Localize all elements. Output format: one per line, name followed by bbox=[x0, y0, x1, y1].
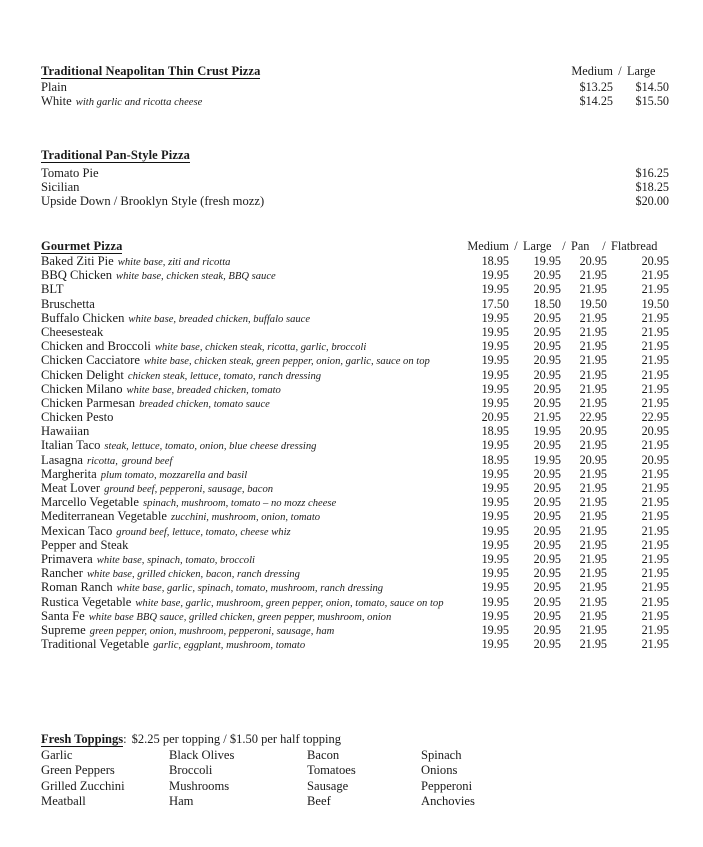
item-price-flatbread: 20.95 bbox=[641, 254, 669, 268]
topping-item: Garlic bbox=[41, 748, 73, 762]
item-name: Lasagna bbox=[41, 452, 83, 467]
item-name: Rancher bbox=[41, 566, 83, 581]
item-price-pan: 21.95 bbox=[579, 438, 607, 453]
menu-item-row bbox=[41, 453, 669, 467]
item-price-pan: 21.95 bbox=[579, 551, 607, 566]
item-price-flatbread: 21.95 bbox=[641, 324, 669, 339]
item-description: white base, breaded chicken, buffalo sauce bbox=[128, 313, 311, 325]
topping-item: Spinach bbox=[421, 748, 462, 762]
item-price-flatbread: 20.95 bbox=[641, 424, 669, 439]
item-price-pan: 21.95 bbox=[579, 481, 607, 495]
item-price-pan: 21.95 bbox=[579, 381, 607, 396]
item-price-flatbread: 21.95 bbox=[641, 353, 669, 368]
item-price-medium: 19.95 bbox=[481, 381, 509, 396]
item-price-pan: 21.95 bbox=[579, 495, 607, 510]
item-price-medium: 19.95 bbox=[481, 481, 509, 495]
item-price-large: 20.95 bbox=[533, 438, 561, 453]
menu-item-row bbox=[41, 566, 669, 580]
item-price-medium: 19.95 bbox=[481, 310, 509, 325]
item-price-large: 20.95 bbox=[533, 324, 561, 339]
item-name: Rustica Vegetable bbox=[41, 594, 132, 609]
item-price-medium: 19.95 bbox=[481, 608, 509, 623]
item-name: Italian Taco bbox=[41, 438, 101, 453]
item-price-medium: 18.95 bbox=[481, 452, 509, 467]
section-title-thin-crust: Traditional Neapolitan Thin Crust Pizza bbox=[41, 64, 261, 78]
item-price-large: 21.95 bbox=[533, 410, 561, 425]
item-name: BLT bbox=[41, 282, 64, 297]
menu-item-row bbox=[41, 166, 669, 180]
item-price-flatbread: 21.95 bbox=[641, 566, 669, 581]
item-price-pan: 21.95 bbox=[579, 580, 607, 595]
topping-item: Onions bbox=[421, 763, 458, 778]
item-name: White bbox=[41, 94, 72, 109]
item-price-medium: 18.95 bbox=[481, 424, 509, 439]
item-name: Chicken Parmesan bbox=[41, 395, 136, 410]
item-price-pan: 21.95 bbox=[579, 608, 607, 623]
item-price-medium: 20.95 bbox=[481, 410, 509, 425]
item-price-large: 20.95 bbox=[533, 523, 561, 538]
toppings-heading bbox=[41, 732, 669, 747]
item-price-flatbread: 21.95 bbox=[641, 495, 669, 510]
item-price-large: 20.95 bbox=[533, 466, 561, 481]
item-description: green pepper, onion, mushroom, pepperoni, sausage, ham bbox=[89, 625, 335, 637]
topping-item: Meatball bbox=[41, 793, 86, 808]
item-price-medium: 19.95 bbox=[481, 367, 509, 382]
item-price-flatbread: 21.95 bbox=[641, 381, 669, 396]
item-price-medium: 19.95 bbox=[481, 523, 509, 538]
item-price-medium: $14.25 bbox=[579, 94, 613, 109]
item-description: white base, breaded chicken, tomato bbox=[126, 384, 281, 396]
menu-item-row bbox=[41, 339, 669, 353]
item-price-large: $15.50 bbox=[635, 94, 669, 109]
item-name: Plain bbox=[41, 80, 67, 94]
menu-item-row bbox=[41, 552, 669, 566]
menu-item-row bbox=[41, 297, 669, 311]
menu-item-row bbox=[41, 438, 669, 452]
gourmet-item-list bbox=[41, 254, 669, 651]
item-name: Traditional Vegetable bbox=[41, 637, 150, 652]
item-description: white base, chicken steak, BBQ sauce bbox=[116, 271, 276, 283]
item-price: $20.00 bbox=[635, 194, 669, 209]
item-name: Pepper and Steak bbox=[41, 537, 129, 552]
item-price-pan: 21.95 bbox=[579, 466, 607, 481]
item-price-large: 20.95 bbox=[533, 622, 561, 637]
item-price-pan: 19.50 bbox=[579, 296, 607, 311]
column-header-medium: Medium bbox=[467, 239, 509, 253]
topping-item: Beef bbox=[307, 793, 331, 808]
item-price-large: 20.95 bbox=[533, 310, 561, 325]
item-price-large: 20.95 bbox=[533, 481, 561, 495]
item-price-medium: 19.95 bbox=[481, 509, 509, 524]
item-description: white base, chicken steak, ricotta, garlic, broccoli bbox=[154, 342, 367, 354]
item-price-pan: 21.95 bbox=[579, 566, 607, 581]
item-price-pan: 21.95 bbox=[579, 395, 607, 410]
item-price-pan: 21.95 bbox=[579, 509, 607, 524]
item-name: Hawaiian bbox=[41, 424, 90, 439]
item-price-large: 20.95 bbox=[533, 580, 561, 595]
item-name: BBQ Chicken bbox=[41, 268, 113, 283]
item-name: Baked Ziti Pie bbox=[41, 254, 114, 268]
item-price-pan: 20.95 bbox=[579, 452, 607, 467]
item-price-medium: 19.95 bbox=[481, 594, 509, 609]
item-price-medium: 19.95 bbox=[481, 537, 509, 552]
item-name: Tomato Pie bbox=[41, 166, 99, 180]
item-price-medium: 18.95 bbox=[481, 254, 509, 268]
item-price-flatbread: 19.50 bbox=[641, 296, 669, 311]
item-price-medium: 19.95 bbox=[481, 566, 509, 581]
item-price-large: 20.95 bbox=[533, 282, 561, 297]
item-price-flatbread: 21.95 bbox=[641, 637, 669, 652]
topping-item: Anchovies bbox=[421, 793, 475, 808]
toppings-label: Fresh Toppings bbox=[41, 732, 124, 746]
item-price-large: 20.95 bbox=[533, 637, 561, 652]
menu-item-row bbox=[41, 595, 669, 609]
topping-item: Black Olives bbox=[169, 748, 235, 762]
topping-item: Sausage bbox=[307, 778, 349, 793]
item-name: Roman Ranch bbox=[41, 580, 113, 595]
item-price-flatbread: 21.95 bbox=[641, 509, 669, 524]
item-price-medium: 19.95 bbox=[481, 580, 509, 595]
item-price-flatbread: 21.95 bbox=[641, 594, 669, 609]
menu-item-row bbox=[41, 382, 669, 396]
item-name: Buffalo Chicken bbox=[41, 310, 125, 325]
column-separator: / bbox=[562, 239, 566, 253]
item-price-pan: 21.95 bbox=[579, 637, 607, 652]
item-price-flatbread: 21.95 bbox=[641, 339, 669, 354]
item-price-flatbread: 21.95 bbox=[641, 608, 669, 623]
menu-item-row bbox=[41, 254, 669, 268]
item-description: white base, ziti and ricotta bbox=[117, 257, 231, 268]
section-gourmet bbox=[41, 239, 669, 651]
item-description: ground beef, pepperoni, sausage, bacon bbox=[104, 484, 274, 495]
item-name: Upside Down / Brooklyn Style (fresh mozz) bbox=[41, 194, 265, 209]
menu-item-row bbox=[41, 467, 669, 481]
item-price-medium: 19.95 bbox=[481, 466, 509, 481]
item-name: Chicken Delight bbox=[41, 367, 124, 382]
item-name: Marcello Vegetable bbox=[41, 495, 140, 510]
item-price-pan: 21.95 bbox=[579, 367, 607, 382]
section-pan-style bbox=[41, 146, 669, 209]
section-title-gourmet: Gourmet Pizza bbox=[41, 239, 123, 253]
menu-item-row bbox=[41, 325, 669, 339]
item-price-large: 20.95 bbox=[533, 268, 561, 283]
menu-item-row bbox=[41, 538, 669, 552]
menu-item-row bbox=[41, 424, 669, 438]
item-price-flatbread: 21.95 bbox=[641, 438, 669, 453]
menu-item-row bbox=[41, 495, 669, 509]
item-price-medium: 19.95 bbox=[481, 353, 509, 368]
item-price-pan: 21.95 bbox=[579, 324, 607, 339]
item-price-large: $14.50 bbox=[635, 80, 669, 94]
item-price-large: 19.95 bbox=[533, 452, 561, 467]
column-separator: / bbox=[618, 64, 622, 78]
item-price-flatbread: 21.95 bbox=[641, 551, 669, 566]
menu-item-row bbox=[41, 180, 669, 194]
item-price-medium: 19.95 bbox=[481, 495, 509, 510]
topping-item: Broccoli bbox=[169, 763, 213, 778]
topping-item: Tomatoes bbox=[307, 763, 356, 778]
toppings-grid bbox=[41, 748, 669, 809]
item-price-medium: 19.95 bbox=[481, 268, 509, 283]
item-description: white base, grilled chicken, bacon, ranch dressing bbox=[86, 569, 300, 581]
item-description: chicken steak, lettuce, tomato, ranch dressing bbox=[127, 370, 322, 382]
item-price-flatbread: 22.95 bbox=[641, 410, 669, 425]
menu-item-row bbox=[41, 194, 669, 208]
item-name: Mediterranean Vegetable bbox=[41, 509, 167, 524]
item-price-pan: 20.95 bbox=[579, 424, 607, 439]
item-price-flatbread: 21.95 bbox=[641, 310, 669, 325]
item-description: plum tomato, mozzarella and basil bbox=[100, 469, 248, 481]
toppings-price-note: $2.25 per topping / $1.50 per half topping bbox=[131, 732, 341, 746]
item-price-large: 20.95 bbox=[533, 353, 561, 368]
item-description: ricotta, bbox=[86, 455, 118, 467]
menu-item-row bbox=[41, 311, 669, 325]
item-name: Cheesesteak bbox=[41, 324, 104, 339]
item-description: with garlic and ricotta cheese bbox=[75, 97, 203, 109]
menu-item-row bbox=[41, 353, 669, 367]
menu-item-row bbox=[41, 580, 669, 594]
item-price-flatbread: 20.95 bbox=[641, 452, 669, 467]
topping-item: Bacon bbox=[307, 748, 340, 762]
item-price-flatbread: 21.95 bbox=[641, 282, 669, 297]
item-price-pan: 21.95 bbox=[579, 537, 607, 552]
item-price-flatbread: 21.95 bbox=[641, 268, 669, 283]
item-price-large: 20.95 bbox=[533, 594, 561, 609]
topping-item: Green Peppers bbox=[41, 763, 115, 778]
item-price-large: 20.95 bbox=[533, 608, 561, 623]
item-price-medium: 19.95 bbox=[481, 282, 509, 297]
item-price-large: 20.95 bbox=[533, 551, 561, 566]
menu-item-row bbox=[41, 623, 669, 637]
item-price-large: 20.95 bbox=[533, 537, 561, 552]
column-header-flatbread: Flatbread bbox=[611, 239, 658, 253]
item-price-large: 19.95 bbox=[533, 254, 561, 268]
item-description-plain: ground beef bbox=[121, 455, 173, 467]
item-price-flatbread: 21.95 bbox=[641, 395, 669, 410]
item-price-large: 20.95 bbox=[533, 395, 561, 410]
item-price-pan: 21.95 bbox=[579, 353, 607, 368]
item-description: steak, lettuce, tomato, onion, blue cheese dressing bbox=[104, 441, 317, 453]
section-title-pan-style: Traditional Pan-Style Pizza bbox=[41, 148, 190, 162]
item-description: white base, garlic, spinach, tomato, mushroom, ranch dressing bbox=[116, 583, 384, 595]
item-description: white base BBQ sauce, grilled chicken, green pepper, mushroom, onion bbox=[88, 611, 392, 623]
item-price-pan: 22.95 bbox=[579, 410, 607, 425]
item-price-pan: 21.95 bbox=[579, 268, 607, 283]
item-description: spinach, mushroom, tomato – no mozz cheese bbox=[143, 498, 337, 510]
item-price-medium: 19.95 bbox=[481, 438, 509, 453]
item-price-pan: 21.95 bbox=[579, 339, 607, 354]
column-header-large: Large bbox=[523, 239, 552, 253]
menu-item-row bbox=[41, 524, 669, 538]
section-fresh-toppings bbox=[41, 732, 669, 809]
column-header-medium: Medium bbox=[571, 64, 613, 78]
item-price-pan: 21.95 bbox=[579, 523, 607, 538]
item-description: zucchini, mushroom, onion, tomato bbox=[171, 512, 321, 524]
item-price-flatbread: 21.95 bbox=[641, 523, 669, 538]
item-name: Chicken Pesto bbox=[41, 410, 114, 425]
item-description: white base, spinach, tomato, broccoli bbox=[96, 554, 255, 566]
menu-item-row bbox=[41, 268, 669, 282]
menu-item-row bbox=[41, 481, 669, 495]
item-name: Margherita bbox=[41, 466, 97, 481]
item-description: breaded chicken, tomato sauce bbox=[139, 398, 270, 410]
column-header-large: Large bbox=[627, 64, 656, 78]
item-name: Chicken and Broccoli bbox=[41, 339, 151, 354]
item-price-medium: 19.95 bbox=[481, 324, 509, 339]
item-price-large: 20.95 bbox=[533, 339, 561, 354]
item-name: Santa Fe bbox=[41, 608, 85, 623]
item-price: $16.25 bbox=[635, 166, 669, 180]
item-price-flatbread: 21.95 bbox=[641, 622, 669, 637]
item-price-large: 19.95 bbox=[533, 424, 561, 439]
item-price-medium: 19.95 bbox=[481, 622, 509, 637]
menu-item-row bbox=[41, 637, 669, 651]
section-thin-crust bbox=[41, 64, 669, 108]
item-description: garlic, eggplant, mushroom, tomato bbox=[153, 640, 306, 652]
item-description: white base, garlic, mushroom, green pepper, onion, tomato, sauce on top bbox=[135, 597, 444, 609]
column-header-pan: Pan bbox=[571, 239, 590, 253]
item-price-large: 18.50 bbox=[533, 296, 561, 311]
column-separator: / bbox=[602, 239, 606, 253]
menu-item-row bbox=[41, 509, 669, 523]
item-price-medium: 19.95 bbox=[481, 637, 509, 652]
item-name: Chicken Milano bbox=[41, 381, 123, 396]
toppings-colon: : bbox=[123, 732, 127, 746]
item-name: Mexican Taco bbox=[41, 523, 113, 538]
item-price-flatbread: 21.95 bbox=[641, 580, 669, 595]
menu-item-row bbox=[41, 368, 669, 382]
item-price-pan: 21.95 bbox=[579, 622, 607, 637]
topping-item: Grilled Zucchini bbox=[41, 778, 125, 793]
topping-item: Pepperoni bbox=[421, 778, 473, 793]
item-price-pan: 20.95 bbox=[579, 254, 607, 268]
menu-item-row bbox=[41, 282, 669, 296]
menu-item-row bbox=[41, 609, 669, 623]
menu-item-row bbox=[41, 410, 669, 424]
topping-item: Mushrooms bbox=[169, 778, 230, 793]
item-price-flatbread: 21.95 bbox=[641, 466, 669, 481]
item-price-medium: 19.95 bbox=[481, 395, 509, 410]
item-price-pan: 21.95 bbox=[579, 282, 607, 297]
item-price-flatbread: 21.95 bbox=[641, 537, 669, 552]
item-price-large: 20.95 bbox=[533, 566, 561, 581]
item-name: Chicken Cacciatore bbox=[41, 353, 140, 368]
item-name: Supreme bbox=[41, 622, 86, 637]
item-price-large: 20.95 bbox=[533, 381, 561, 396]
item-price-medium: $13.25 bbox=[579, 80, 613, 94]
item-price-flatbread: 21.95 bbox=[641, 367, 669, 382]
item-price-large: 20.95 bbox=[533, 509, 561, 524]
item-price-medium: 17.50 bbox=[481, 296, 509, 311]
column-separator: / bbox=[514, 239, 518, 253]
item-description: white base, chicken steak, green pepper, onion, garlic, sauce on top bbox=[143, 356, 430, 368]
item-price-flatbread: 21.95 bbox=[641, 481, 669, 495]
item-name: Sicilian bbox=[41, 180, 80, 195]
item-price-medium: 19.95 bbox=[481, 339, 509, 354]
item-description: ground beef, lettuce, tomato, cheese whiz bbox=[116, 526, 291, 538]
item-price: $18.25 bbox=[635, 180, 669, 195]
menu-item-row bbox=[41, 94, 669, 108]
item-price-medium: 19.95 bbox=[481, 551, 509, 566]
item-price-large: 20.95 bbox=[533, 367, 561, 382]
topping-item: Ham bbox=[169, 793, 194, 808]
item-price-pan: 21.95 bbox=[579, 310, 607, 325]
item-name: Bruschetta bbox=[41, 296, 95, 311]
item-price-large: 20.95 bbox=[533, 495, 561, 510]
menu-item-row bbox=[41, 396, 669, 410]
item-name: Primavera bbox=[41, 551, 93, 566]
item-price-pan: 21.95 bbox=[579, 594, 607, 609]
item-name: Meat Lover bbox=[41, 481, 101, 495]
menu-item-row bbox=[41, 80, 669, 94]
